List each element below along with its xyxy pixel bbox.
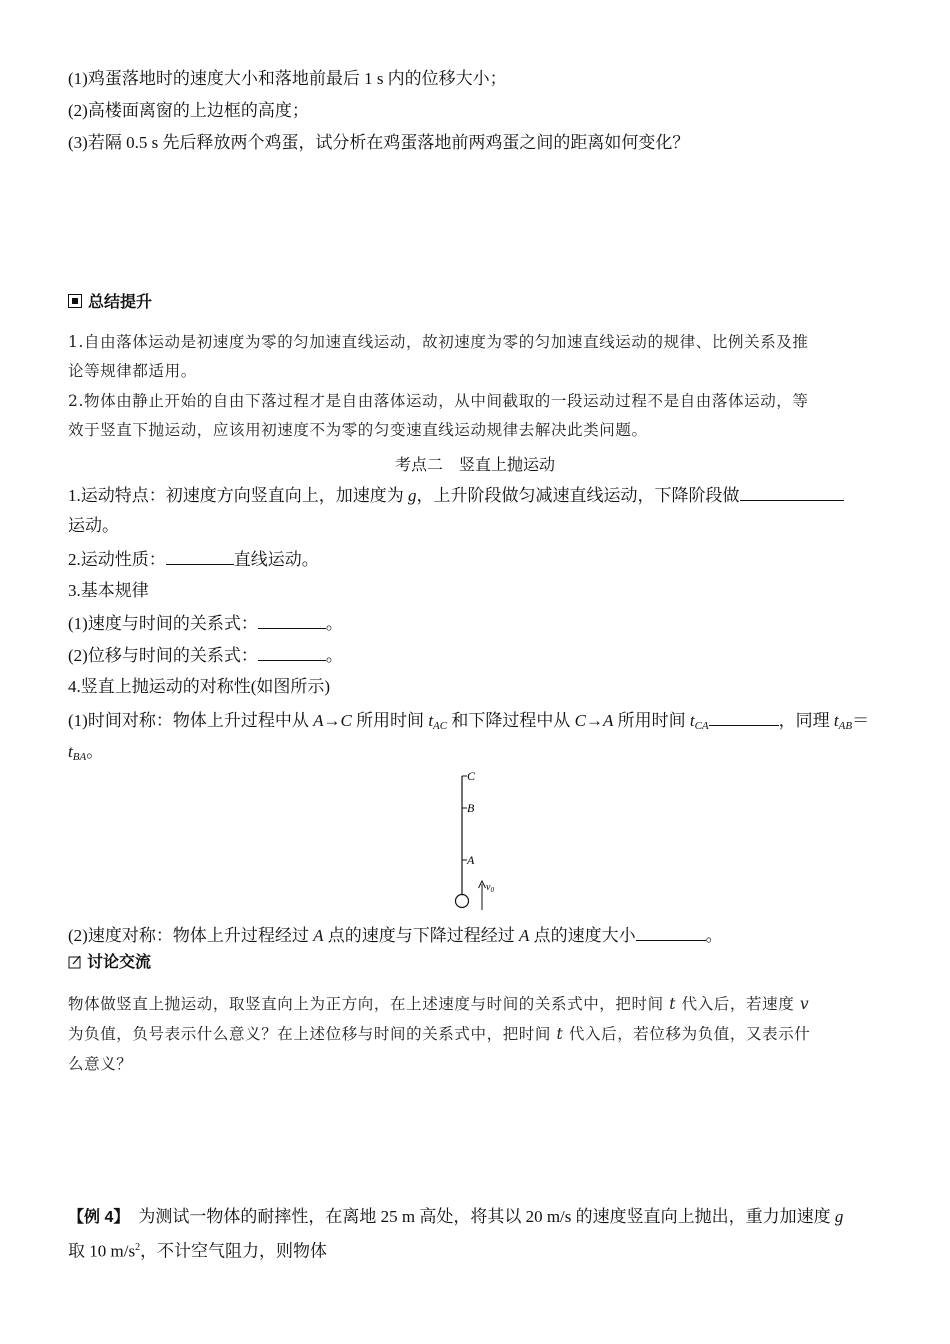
figure-label-v0: $v_0$ xyxy=(486,882,494,894)
sym1-sub-ac: AC xyxy=(433,720,448,732)
item-3-2 xyxy=(68,644,343,667)
question-3: (3)若隔 0.5 s 先后释放两个鸡蛋，试分析在鸡蛋落地前两鸡蛋之间的距离如何变化？ xyxy=(68,133,690,152)
discussion-line3: 么意义？ xyxy=(68,1055,133,1073)
item-1-line1 xyxy=(68,484,844,507)
answer-blank-2[interactable] xyxy=(166,548,234,565)
discussion-l2-a: 为负值，负号表示什么意义？在上述位移与时间的关系式中，把时间 xyxy=(68,1025,557,1043)
example-4-text: 为测试一物体的耐摔性，在离地 25 m 高处，将其以 20 m/s 的速度竖直向上抛出，重力加速度 xyxy=(121,1207,835,1226)
sym1-A2: A xyxy=(602,711,614,730)
sym2-A2: A xyxy=(518,926,530,945)
summary-p2-line1: 2.物体由静止开始的自由下落过程才是自由落体运动，从中间截取的一段运动过程不是自由落体运动，等 xyxy=(68,392,809,410)
figure-label-a: A xyxy=(467,853,475,867)
summary-p1-line2: 论等规律都适用。 xyxy=(68,362,197,380)
example-4-g: g xyxy=(834,1207,844,1226)
discussion-l2-b: 代入后，若位移为负值，又表示什 xyxy=(563,1025,811,1043)
discussion-v: v xyxy=(799,995,810,1013)
item-1-text-a: 1.运动特点：初速度方向竖直向上，加速度为 xyxy=(68,486,408,505)
sym1-t: t xyxy=(428,711,434,730)
section-title: 考点二 竖直上抛运动 xyxy=(394,457,555,474)
summary-square-icon xyxy=(68,294,82,308)
example-4-line1 xyxy=(68,1206,843,1229)
item-3-1-end: 。 xyxy=(325,614,343,633)
sym1-C2: C xyxy=(574,711,586,730)
summary-p1-line1: 1.自由落体运动是初速度为零的匀加速直线运动，故初速度为零的匀加速直线运动的规律、比例关系及推 xyxy=(68,333,809,351)
sym1-eq: ＝ xyxy=(852,711,870,730)
symmetry-time-line2 xyxy=(68,741,103,768)
item-1-text-b: ，上升阶段做匀减速直线运动，下降阶段做 xyxy=(416,486,740,505)
item-2-text-b: 直线运动。 xyxy=(233,550,319,569)
item-3-1-text: (1)速度与时间的关系式： xyxy=(68,614,258,633)
sym1-t2: t xyxy=(689,711,695,730)
discussion-heading xyxy=(68,952,151,974)
symmetry-velocity xyxy=(68,924,723,947)
item-3: 3.基本规律 xyxy=(68,581,149,600)
sym2-text-c: 点的速度大小 xyxy=(529,926,636,945)
figure-ball xyxy=(456,895,469,908)
answer-blank-6[interactable] xyxy=(636,924,706,941)
sym1-sub-ca: CA xyxy=(694,720,709,732)
discussion-l1-a: 物体做竖直上抛运动，取竖直向上为正方向，在上述速度与时间的关系式中，把时间 xyxy=(68,995,670,1013)
discussion-l1-b: 代入后，若速度 xyxy=(676,995,800,1013)
example-4-l2-a: 取 10 m/s xyxy=(68,1241,136,1261)
question-2: (2)高楼面离窗的上边框的高度； xyxy=(68,101,309,120)
symmetry-time-line1 xyxy=(68,709,869,737)
discussion-line1 xyxy=(68,993,809,1015)
figure-label-c: C xyxy=(467,769,476,783)
item-1-g: g xyxy=(408,486,417,505)
summary-heading xyxy=(68,292,152,314)
sym2-text-b: 点的速度与下降过程经过 xyxy=(323,926,519,945)
summary-title: 总结提升 xyxy=(88,294,153,311)
example-4-l2-b: ，不计空气阻力，则物体 xyxy=(140,1241,328,1261)
example-4-sup: 2 xyxy=(135,1242,141,1253)
sym1-text-a: (1)时间对称：物体上升过程中从 xyxy=(68,711,314,730)
sym1-arrow2: → xyxy=(585,711,603,730)
item-2 xyxy=(68,548,319,571)
sym1-text-b: 所用时间 xyxy=(351,711,429,730)
sym1-t3: t xyxy=(833,711,839,730)
question-1: (1)鸡蛋落地时的速度大小和落地前最后 1 s 内的位移大小； xyxy=(68,69,507,88)
item-3-2-end: 。 xyxy=(325,646,343,665)
sym1-t4: t xyxy=(68,742,73,761)
sym1-text-c: 和下降过程中从 xyxy=(447,711,575,730)
answer-blank-3[interactable] xyxy=(258,612,326,629)
discussion-t2: t xyxy=(556,1025,564,1043)
example-4-line2 xyxy=(68,1237,327,1263)
item-2-text-a: 2.运动性质： xyxy=(68,550,166,569)
discussion-edit-icon xyxy=(68,955,82,969)
sym1-end: 。 xyxy=(86,742,104,761)
discussion-t: t xyxy=(669,995,677,1013)
item-1-line2: 运动。 xyxy=(68,516,119,535)
item-3-2-text: (2)位移与时间的关系式： xyxy=(68,646,258,665)
summary-p2-line2: 效于竖直下抛运动，应该用初速度不为零的匀变速直线运动规律去解决此类问题。 xyxy=(68,421,648,439)
sym1-text-e: ，同理 xyxy=(778,711,834,730)
example-4-tag: 【例 4】 xyxy=(68,1209,122,1226)
sym1-C: C xyxy=(340,711,352,730)
answer-blank-1[interactable] xyxy=(740,484,844,501)
item-3-1 xyxy=(68,612,343,635)
sym2-text-a: (2)速度对称：物体上升过程经过 xyxy=(68,926,314,945)
sym1-sub-ba: BA xyxy=(72,751,87,763)
sym1-sub-ab: AB xyxy=(838,720,853,732)
vertical-throw-figure xyxy=(440,766,520,916)
item-4: 4.竖直上抛运动的对称性(如图所示) xyxy=(68,677,331,696)
sym1-arrow: → xyxy=(323,711,341,730)
discussion-title: 讨论交流 xyxy=(87,954,152,971)
sym1-text-d: 所用时间 xyxy=(613,711,690,730)
sym1-A: A xyxy=(313,711,324,730)
sym2-end: 。 xyxy=(705,926,723,945)
answer-blank-4[interactable] xyxy=(258,644,326,661)
answer-blank-5[interactable] xyxy=(709,709,779,726)
figure-label-b: B xyxy=(467,801,475,815)
discussion-line2 xyxy=(68,1023,810,1045)
sym2-A: A xyxy=(313,926,324,945)
